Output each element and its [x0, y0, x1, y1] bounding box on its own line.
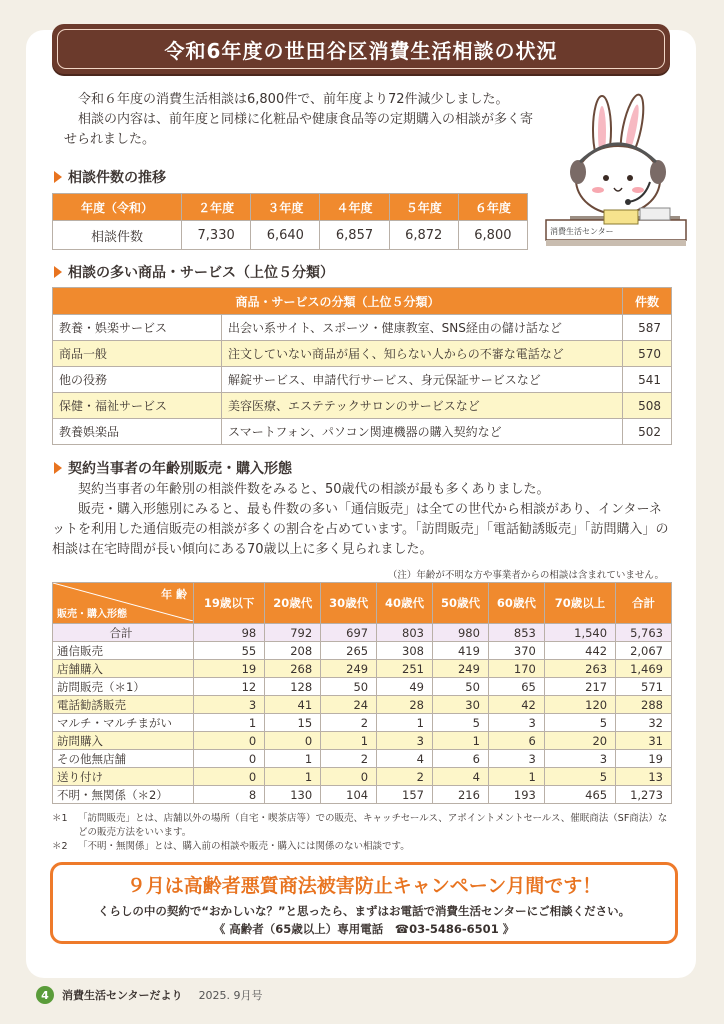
footnote-text: 「訪問販売」とは、店舗以外の場所（自宅・喫茶店等）での販売、キャッチセールス、アポイントメントセールス、催眠商法（SF商法）などの販売方法をいいます。: [78, 813, 668, 838]
table-cell: 教養娯楽品: [53, 419, 222, 445]
footnotes: [52, 812, 672, 854]
row-label: その他無店舗: [53, 750, 194, 768]
table-cell: 1: [377, 714, 433, 732]
table-cell: 442: [544, 642, 615, 660]
table-cell: 1: [321, 732, 377, 750]
table-cell: 商品一般: [53, 341, 222, 367]
footnote-mark: ＊2: [52, 841, 68, 852]
paragraph: 販売・購入形態別にみると、最も件数の多い「通信販売」は全ての世代から相談があり、インターネットを利用した通信販売の相談が多くの割合を占めています。「訪問販売」「電話勧誘販売」「訪問購入」の相談は在宅時間が長い傾向にある70歳以上に多く見られました。: [52, 502, 669, 557]
table-row: [53, 750, 672, 768]
table-cell: 249: [433, 660, 489, 678]
table-cell: 65: [488, 678, 544, 696]
table-cell: 571: [616, 678, 672, 696]
triangle-bullet-icon: [54, 462, 62, 474]
table-row: [53, 624, 672, 642]
table-cell: 1: [194, 714, 265, 732]
section3-text: [52, 480, 674, 560]
table-row: [53, 768, 672, 786]
row-label: 不明・無関係（＊2）: [53, 786, 194, 804]
table-cell: 980: [433, 624, 489, 642]
table-cell: 2,067: [616, 642, 672, 660]
table-cell: 502: [623, 419, 672, 445]
intro-line: 令和６年度の消費生活相談は6,800件で、前年度より72件減少しました。: [78, 92, 509, 107]
table-cell: 104: [321, 786, 377, 804]
table-cell: 370: [488, 642, 544, 660]
table-cell: 0: [265, 732, 321, 750]
table-cell: 24: [321, 696, 377, 714]
table-cell: 6,640: [251, 221, 320, 250]
row-label: 電話勧誘販売: [53, 696, 194, 714]
table-cell: 4: [433, 768, 489, 786]
table-cell: 31: [616, 732, 672, 750]
table-note: （注）年齢が不明な方や事業者からの相談は含まれていません。: [387, 570, 664, 581]
table-cell: 42: [488, 696, 544, 714]
table-cell: 1,469: [616, 660, 672, 678]
table-cell: 5: [544, 768, 615, 786]
table-cell: 32: [616, 714, 672, 732]
table-cell: 1: [433, 732, 489, 750]
row-label: 通信販売: [53, 642, 194, 660]
table-cell: 792: [265, 624, 321, 642]
paragraph: 契約当事者の年齢別の相談件数をみると、50歳代の相談が最も多くありました。: [78, 482, 550, 497]
table-cell: 49: [377, 678, 433, 696]
consultation-count-table: [52, 193, 528, 250]
table-cell: 251: [377, 660, 433, 678]
table-header: ３年度: [251, 194, 320, 221]
top-services-table: [52, 287, 672, 445]
corner-bottom-label: 販売・購入形態: [57, 609, 127, 620]
table-cell: 7,330: [182, 221, 251, 250]
table-row: [53, 696, 672, 714]
table-cell: 0: [194, 732, 265, 750]
table-cell: 出会い系サイト、スポーツ・健康教室、SNS経由の儲け話など: [222, 315, 623, 341]
table-cell: 3: [544, 750, 615, 768]
table-header: ２年度: [182, 194, 251, 221]
table-header: ５年度: [389, 194, 458, 221]
table-cell: 美容医療、エステテックサロンのサービスなど: [222, 393, 623, 419]
table-cell: 13: [616, 768, 672, 786]
table-cell: 1: [488, 768, 544, 786]
table-cell: 50: [433, 678, 489, 696]
age-header: 20歳代: [265, 583, 321, 624]
desk-sign: 消費生活センター: [550, 227, 614, 236]
table-cell: 541: [623, 367, 672, 393]
footnote-mark: ＊1: [52, 813, 68, 824]
table-cell: 130: [265, 786, 321, 804]
section-heading-text: 相談件数の推移: [68, 170, 166, 186]
corner-header: [53, 583, 194, 624]
corner-top-label: 年 齢: [161, 588, 187, 601]
table-cell: 6: [433, 750, 489, 768]
table-cell: 419: [433, 642, 489, 660]
row-label: 訪問購入: [53, 732, 194, 750]
table-cell: 1,540: [544, 624, 615, 642]
row-label: 店舗購入: [53, 660, 194, 678]
row-label: 合計: [53, 624, 194, 642]
table-cell: 2: [321, 714, 377, 732]
table-cell: 5,763: [616, 624, 672, 642]
age-table-body: [53, 624, 672, 804]
table-cell: 1,273: [616, 786, 672, 804]
bunny-mascot-illustration: [540, 90, 690, 260]
table-cell: 19: [616, 750, 672, 768]
table-cell: 265: [321, 642, 377, 660]
table-cell: 55: [194, 642, 265, 660]
table-cell: 465: [544, 786, 615, 804]
table-cell: 6,857: [320, 221, 389, 250]
table-cell: 216: [433, 786, 489, 804]
footnote-text: 「不明・無関係」とは、購入前の相談や販売・購入には関係のない相談です。: [78, 841, 410, 852]
row-label: 相談件数: [53, 221, 182, 250]
campaign-box: [50, 862, 678, 944]
section-heading-text: 契約当事者の年齢別販売・購入形態: [68, 461, 292, 477]
table-cell: 8: [194, 786, 265, 804]
table-cell: 697: [321, 624, 377, 642]
table-cell: 50: [321, 678, 377, 696]
table-cell: 3: [488, 714, 544, 732]
table-cell: 0: [321, 768, 377, 786]
table-cell: 853: [488, 624, 544, 642]
section-heading: [54, 262, 334, 282]
table-header: ４年度: [320, 194, 389, 221]
table-cell: 193: [488, 786, 544, 804]
intro-text: [64, 90, 544, 150]
table-cell: スマートフォン、パソコン関連機器の購入契約など: [222, 419, 623, 445]
magazine-name: 消費生活センターだより: [62, 989, 183, 1002]
table-header: 年度（令和）: [53, 194, 182, 221]
table-cell: 6,872: [389, 221, 458, 250]
campaign-phone: 《 高齢者（65歳以上）専用電話 ☎03-5486-6501 》: [213, 922, 515, 936]
age-header: 30歳代: [321, 583, 377, 624]
table-row: [53, 714, 672, 732]
table-cell: 保健・福祉サービス: [53, 393, 222, 419]
table-cell: 他の役務: [53, 367, 222, 393]
table-cell: 1: [265, 750, 321, 768]
table-cell: 1: [265, 768, 321, 786]
triangle-bullet-icon: [54, 266, 62, 278]
table-cell: 217: [544, 678, 615, 696]
table-cell: 6,800: [458, 221, 527, 250]
age-header: 合計: [616, 583, 672, 624]
intro-line: 相談の内容は、前年度と同様に化粧品や健康食品等の定期購入の相談が多く寄せられました。: [64, 112, 534, 147]
table-cell: 41: [265, 696, 321, 714]
triangle-bullet-icon: [54, 171, 62, 183]
table-cell: 508: [623, 393, 672, 419]
table-cell: 3: [488, 750, 544, 768]
table-cell: 5: [544, 714, 615, 732]
table-cell: 98: [194, 624, 265, 642]
table-cell: 3: [377, 732, 433, 750]
table-cell: 570: [623, 341, 672, 367]
table-cell: 170: [488, 660, 544, 678]
table-cell: 教養・娯楽サービス: [53, 315, 222, 341]
table-cell: 28: [377, 696, 433, 714]
table-cell: 288: [616, 696, 672, 714]
row-label: 訪問販売（＊1）: [53, 678, 194, 696]
table-cell: 30: [433, 696, 489, 714]
table-cell: 注文していない商品が届く、知らない人からの不審な電話など: [222, 341, 623, 367]
table-cell: 2: [321, 750, 377, 768]
issue-date: 2025. 9月号: [198, 989, 263, 1002]
footnote: [52, 812, 672, 840]
table-header: ６年度: [458, 194, 527, 221]
table-header: 件数: [623, 288, 672, 315]
table-cell: 19: [194, 660, 265, 678]
table-cell: 20: [544, 732, 615, 750]
table-cell: 263: [544, 660, 615, 678]
table-cell: 249: [321, 660, 377, 678]
age-header: 70歳以上: [544, 583, 615, 624]
campaign-title: ９月は高齢者悪質商法被害防止キャンペーン月間です！: [126, 875, 602, 897]
table-cell: 268: [265, 660, 321, 678]
table-row: [53, 660, 672, 678]
table-cell: 4: [377, 750, 433, 768]
section-heading: [54, 458, 292, 478]
footnote: [52, 840, 672, 854]
table-cell: 803: [377, 624, 433, 642]
page-number-badge: 4: [36, 986, 54, 1004]
table-row: [53, 786, 672, 804]
table-row: [53, 732, 672, 750]
campaign-message: くらしの中の契約で“おかしいな？”と思ったら、まずはお電話で消費生活センターにご相談ください。: [97, 904, 631, 918]
table-cell: 128: [265, 678, 321, 696]
table-cell: 6: [488, 732, 544, 750]
table-cell: 3: [194, 696, 265, 714]
age-header: 19歳以下: [194, 583, 265, 624]
page-title: 令和6年度の世田谷区消費生活相談の状況: [164, 38, 558, 63]
age-header: 60歳代: [488, 583, 544, 624]
table-cell: 208: [265, 642, 321, 660]
title-banner: [52, 24, 670, 74]
table-cell: 0: [194, 750, 265, 768]
age-header: 50歳代: [433, 583, 489, 624]
table-cell: 解錠サービス、申請代行サービス、身元保証サービスなど: [222, 367, 623, 393]
table-cell: 2: [377, 768, 433, 786]
table-cell: 15: [265, 714, 321, 732]
table-cell: 157: [377, 786, 433, 804]
row-label: 送り付け: [53, 768, 194, 786]
table-row: [53, 642, 672, 660]
table-cell: 120: [544, 696, 615, 714]
table-cell: 0: [194, 768, 265, 786]
page-footer: [36, 986, 263, 1004]
table-cell: 587: [623, 315, 672, 341]
table-cell: 12: [194, 678, 265, 696]
table-header: 商品・サービスの分類（上位５分類）: [53, 288, 623, 315]
section-heading-text: 相談の多い商品・サービス（上位５分類）: [68, 265, 334, 281]
section-heading: [54, 167, 166, 187]
table-cell: 308: [377, 642, 433, 660]
age-header: 40歳代: [377, 583, 433, 624]
table-row: [53, 678, 672, 696]
age-sales-table: [52, 582, 672, 804]
row-label: マルチ・マルチまがい: [53, 714, 194, 732]
table-cell: 5: [433, 714, 489, 732]
